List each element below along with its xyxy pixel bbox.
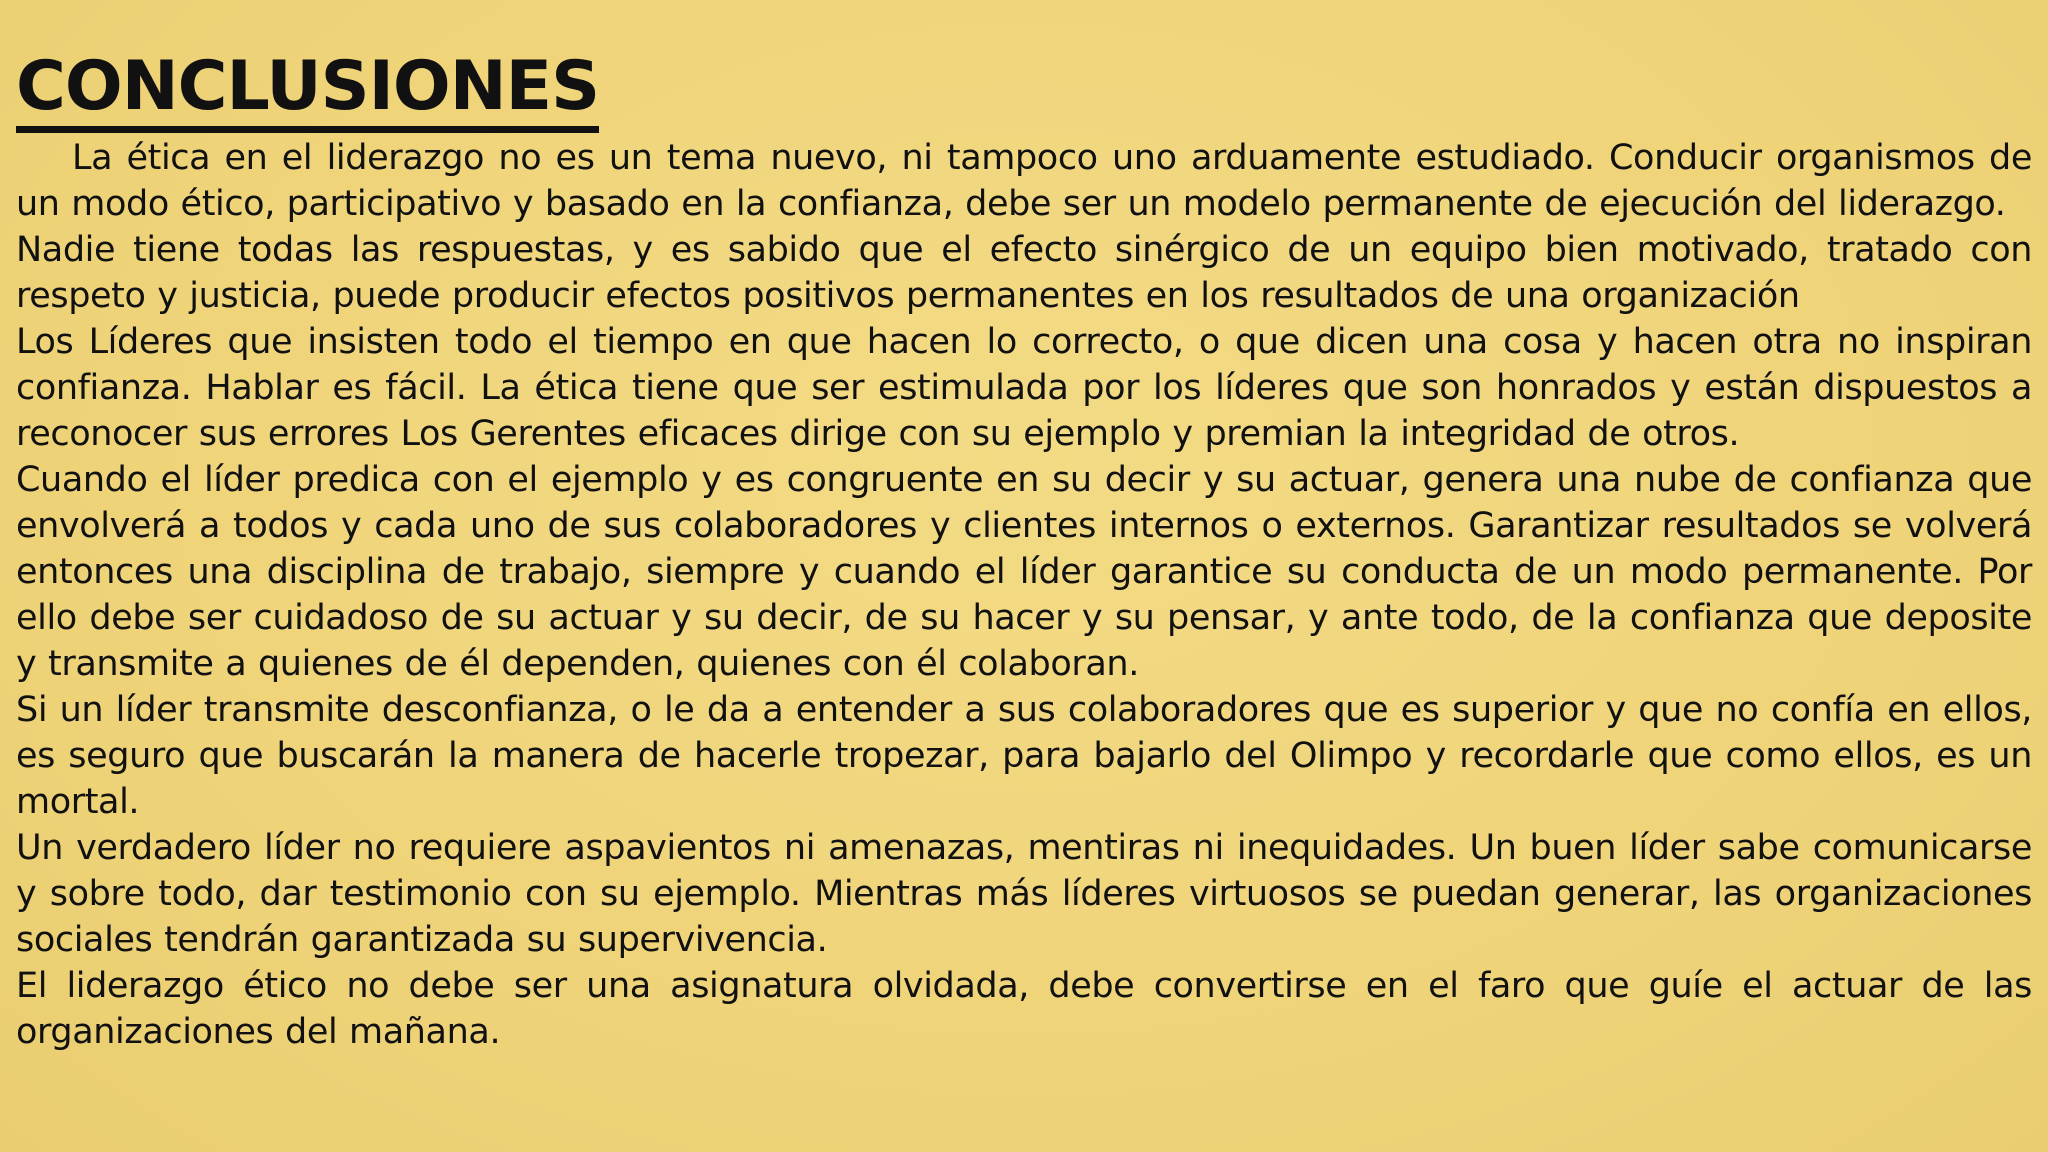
paragraph-intro: La ética en el liderazgo no es un tema nuevo, ni tampoco uno arduamente estudiado. Conducir organismos de un modo ético, participativo y basado en la confianza, debe ser un modelo permanente de ejecución del liderazgo. <box>16 138 2032 224</box>
slide-title: CONCLUSIONES <box>16 48 599 133</box>
paragraph-liderazgo-etico: El liderazgo ético no debe ser una asignatura olvidada, debe convertirse en el faro que guíe el actuar de las organizaciones del mañana. <box>16 966 2032 1052</box>
paragraph-lideres: Los Líderes que insisten todo el tiempo en que hacen lo correcto, o que dicen una cosa y hacen otra no inspiran confianza. Hablar es fácil. La ética tiene que ser estimulada por los líderes que son honrados y están dispuestos a reconocer sus errores Los Gerentes eficaces dirige con su ejemplo y premian la integridad de otros. <box>16 322 2032 454</box>
conclusions-body <box>16 135 2032 1055</box>
paragraph-respuestas: Nadie tiene todas las respuestas, y es sabido que el efecto sinérgico de un equipo bien motivado, tratado con respeto y justicia, puede producir efectos positivos permanentes en los resultados de una organización <box>16 230 2032 316</box>
paragraph-desconfianza: Si un líder transmite desconfianza, o le da a entender a sus colaboradores que es superior y que no confía en ellos, es seguro que buscarán la manera de hacerle tropezar, para bajarlo del Olimpo y recordarle que como ellos, es un mortal. <box>16 690 2032 822</box>
paragraph-verdadero-lider: Un verdadero líder no requiere aspavientos ni amenazas, mentiras ni inequidades. Un buen líder sabe comunicarse y sobre todo, dar testimonio con su ejemplo. Mientras más líderes virtuosos se puedan generar, las organizaciones sociales tendrán garantizada su supervivencia. <box>16 828 2032 960</box>
paragraph-ejemplo: Cuando el líder predica con el ejemplo y es congruente en su decir y su actuar, genera una nube de confianza que envolverá a todos y cada uno de sus colaboradores y clientes internos o externos. Garantizar resultados se volverá entonces una disciplina de trabajo, siempre y cuando el líder garantice su conducta de un modo permanente. Por ello debe ser cuidadoso de su actuar y su decir, de su hacer y su pensar, y ante todo, de la confianza que deposite y transmite a quienes de él dependen, quienes con él colaboran. <box>16 460 2032 684</box>
